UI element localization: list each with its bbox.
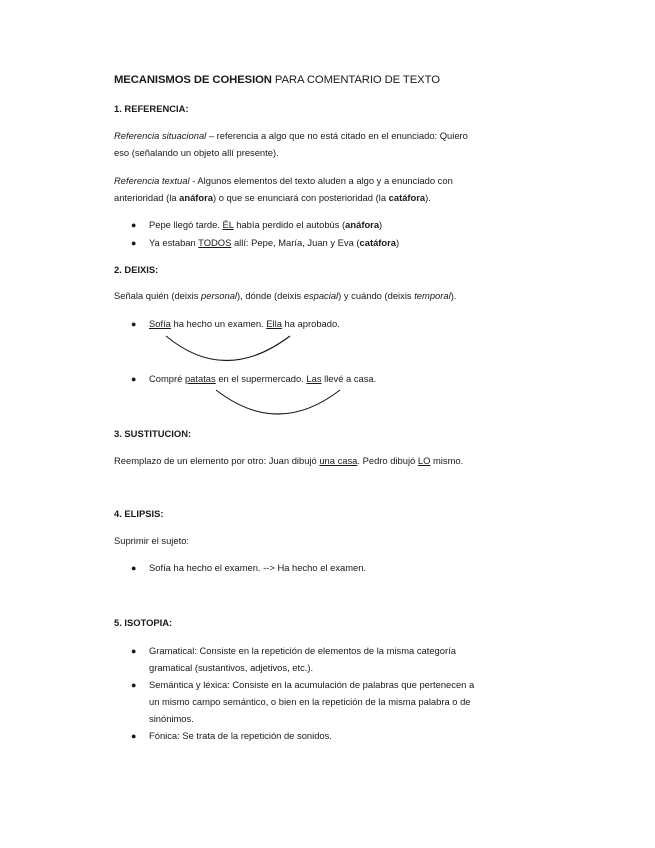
list-item: Fónica: Se trata de la repetición de sonidos. <box>149 730 332 741</box>
section-heading-isotopia: 5. ISOTOPIA: <box>114 617 173 628</box>
arc-connector-2 <box>216 390 340 414</box>
bullet-icon: ● <box>131 374 137 384</box>
bullet-icon: ● <box>131 238 137 248</box>
deixis-description: Señala quién (deixis personal), dónde (deixis espacial) y cuándo (deixis temporal). <box>114 290 457 301</box>
list-item-continuation: sinónimos. <box>149 713 194 724</box>
list-item: Gramatical: Consiste en la repetición de elementos de la misma categoría <box>149 645 456 656</box>
arc-connector-1 <box>166 336 290 361</box>
referencia-textual-line1: Referencia textual - Algunos elementos del texto aluden a algo y a enunciado con <box>114 175 453 186</box>
list-item: Sofía ha hecho el examen. --> Ha hecho el examen. <box>149 562 367 573</box>
list-item: Semántica y léxica: Consiste en la acumulación de palabras que pertenecen a <box>149 679 475 690</box>
bullet-icon: ● <box>131 646 137 656</box>
bullet-icon: ● <box>131 319 137 329</box>
list-item-continuation: un mismo campo semántico, o bien en la repetición de la misma palabra o de <box>149 696 471 707</box>
referencia-situacional-line1: Referencia situacional – referencia a algo que no está citado en el enunciado: Quiero <box>114 130 468 141</box>
elipsis-description: Suprimir el sujeto: <box>114 535 190 546</box>
section-heading-referencia: 1. REFERENCIA: <box>114 103 189 114</box>
referencia-situacional-line2: eso (señalando un objeto allí presente). <box>114 147 279 158</box>
section-heading-sustitucion: 3. SUSTITUCION: <box>114 428 192 439</box>
referencia-textual-line2: anterioridad (la anáfora) o que se enunciará con posterioridad (la catáfora). <box>114 192 431 203</box>
bullet-icon: ● <box>131 680 137 690</box>
list-item-continuation: gramatical (sustantivos, adjetivos, etc.). <box>149 662 314 673</box>
bullet-icon: ● <box>131 731 137 741</box>
section-heading-deixis: 2. DEIXIS: <box>114 264 159 275</box>
bullet-icon: ● <box>131 220 137 230</box>
document-title: MECANISMOS DE COHESION PARA COMENTARIO DE TEXTO <box>114 74 440 86</box>
list-item: Sofía ha hecho un examen. Ella ha aprobado. <box>149 318 340 329</box>
section-heading-elipsis: 4. ELIPSIS: <box>114 508 164 519</box>
bullet-icon: ● <box>131 563 137 573</box>
sustitucion-description: Reemplazo de un elemento por otro: Juan dibujó una casa. Pedro dibujó LO mismo. <box>114 455 464 466</box>
list-item: Compré patatas en el supermercado. Las llevé a casa. <box>149 373 377 384</box>
list-item: Ya estaban TODOS allí: Pepe, María, Juan y Eva (catáfora) <box>149 237 400 248</box>
list-item: Pepe llegó tarde. ÉL había perdido el autobús (anáfora) <box>149 219 383 230</box>
